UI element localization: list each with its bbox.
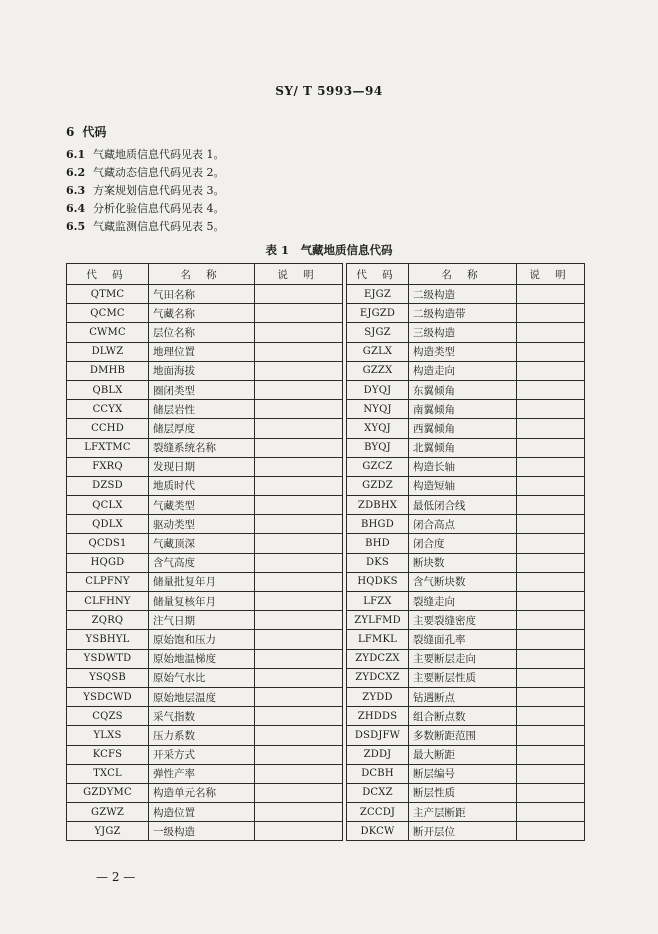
name-cell: 构造类型 bbox=[409, 342, 517, 361]
name-cell: 构造短轴 bbox=[409, 476, 517, 495]
note-cell bbox=[255, 380, 343, 399]
name-cell: 构造位置 bbox=[149, 803, 255, 822]
name-cell: 裂缝走向 bbox=[409, 592, 517, 611]
code-cell: DMHB bbox=[67, 361, 149, 380]
note-cell bbox=[517, 496, 585, 515]
name-cell: 主要断层走向 bbox=[409, 649, 517, 668]
note-cell bbox=[255, 285, 343, 304]
note-cell bbox=[255, 745, 343, 764]
name-cell: 层位名称 bbox=[149, 323, 255, 342]
note-cell bbox=[255, 553, 343, 572]
table-row bbox=[67, 496, 585, 515]
note-cell bbox=[517, 687, 585, 706]
name-cell: 原始地温梯度 bbox=[149, 649, 255, 668]
code-cell: GZWZ bbox=[67, 803, 149, 822]
note-cell bbox=[255, 726, 343, 745]
code-cell: KCFS bbox=[67, 745, 149, 764]
name-cell: 二级构造 bbox=[409, 285, 517, 304]
code-cell: QBLX bbox=[67, 380, 149, 399]
note-cell bbox=[255, 630, 343, 649]
header-note-right: 说 明 bbox=[517, 264, 585, 285]
name-cell: 构造走向 bbox=[409, 361, 517, 380]
note-cell bbox=[255, 764, 343, 783]
code-cell: BHGD bbox=[347, 515, 409, 534]
note-cell bbox=[517, 361, 585, 380]
table-row bbox=[67, 764, 585, 783]
clause-item bbox=[66, 200, 225, 218]
section-title bbox=[66, 123, 106, 140]
clause-text: 气藏动态信息代码见表 2。 bbox=[93, 166, 225, 179]
clause-text: 分析化验信息代码见表 4。 bbox=[93, 202, 225, 215]
code-cell: LFXTMC bbox=[67, 438, 149, 457]
note-cell bbox=[517, 457, 585, 476]
name-cell: 北翼倾角 bbox=[409, 438, 517, 457]
clause-item bbox=[66, 146, 225, 164]
note-cell bbox=[517, 592, 585, 611]
note-cell bbox=[517, 707, 585, 726]
note-cell bbox=[517, 745, 585, 764]
code-cell: BYQJ bbox=[347, 438, 409, 457]
name-cell: 采气指数 bbox=[149, 707, 255, 726]
name-cell: 原始地层温度 bbox=[149, 687, 255, 706]
note-cell bbox=[255, 534, 343, 553]
note-cell bbox=[255, 438, 343, 457]
code-cell: NYQJ bbox=[347, 400, 409, 419]
note-cell bbox=[255, 783, 343, 802]
clause-number: 6.1 bbox=[66, 148, 86, 161]
table-row bbox=[67, 304, 585, 323]
note-cell bbox=[517, 649, 585, 668]
code-cell: QCMC bbox=[67, 304, 149, 323]
name-cell: 主要裂缝密度 bbox=[409, 611, 517, 630]
code-cell: ZQRQ bbox=[67, 611, 149, 630]
code-cell: QTMC bbox=[67, 285, 149, 304]
code-cell: DCBH bbox=[347, 764, 409, 783]
name-cell: 多数断距范围 bbox=[409, 726, 517, 745]
code-cell: HQGD bbox=[67, 553, 149, 572]
name-cell: 驱动类型 bbox=[149, 515, 255, 534]
note-cell bbox=[255, 649, 343, 668]
name-cell: 裂缝系统名称 bbox=[149, 438, 255, 457]
name-cell: 压力系数 bbox=[149, 726, 255, 745]
table-row bbox=[67, 400, 585, 419]
code-cell: YJGZ bbox=[67, 822, 149, 841]
code-cell: ZYDD bbox=[347, 687, 409, 706]
note-cell bbox=[517, 822, 585, 841]
note-cell bbox=[517, 380, 585, 399]
code-table bbox=[66, 263, 585, 841]
table-row bbox=[67, 534, 585, 553]
code-cell: CLFHNY bbox=[67, 592, 149, 611]
table-row bbox=[67, 783, 585, 802]
note-cell bbox=[255, 476, 343, 495]
code-cell: QCDS1 bbox=[67, 534, 149, 553]
code-cell: GZDYMC bbox=[67, 783, 149, 802]
name-cell: 断层编号 bbox=[409, 764, 517, 783]
note-cell bbox=[255, 419, 343, 438]
code-cell: GZLX bbox=[347, 342, 409, 361]
code-cell: DCXZ bbox=[347, 783, 409, 802]
code-cell: DYQJ bbox=[347, 380, 409, 399]
note-cell bbox=[517, 534, 585, 553]
code-cell: TXCL bbox=[67, 764, 149, 783]
code-cell: ZDDJ bbox=[347, 745, 409, 764]
code-cell: YLXS bbox=[67, 726, 149, 745]
note-cell bbox=[517, 668, 585, 687]
code-cell: YSBHYL bbox=[67, 630, 149, 649]
code-cell: CQZS bbox=[67, 707, 149, 726]
name-cell: 断块数 bbox=[409, 553, 517, 572]
name-cell: 储量批复年月 bbox=[149, 572, 255, 591]
code-cell: CWMC bbox=[67, 323, 149, 342]
name-cell: 东翼倾角 bbox=[409, 380, 517, 399]
name-cell: 断层性质 bbox=[409, 783, 517, 802]
note-cell bbox=[255, 400, 343, 419]
name-cell: 三级构造 bbox=[409, 323, 517, 342]
page-number: — 2 — bbox=[96, 870, 136, 884]
code-cell: LFMKL bbox=[347, 630, 409, 649]
clause-number: 6.2 bbox=[66, 166, 86, 179]
name-cell: 原始气水比 bbox=[149, 668, 255, 687]
note-cell bbox=[255, 496, 343, 515]
table-caption: 表 1 气藏地质信息代码 bbox=[265, 243, 393, 257]
code-cell: ZHDDS bbox=[347, 707, 409, 726]
table-row bbox=[67, 822, 585, 841]
note-cell bbox=[255, 592, 343, 611]
table-row bbox=[67, 668, 585, 687]
note-cell bbox=[517, 726, 585, 745]
name-cell: 组合断点数 bbox=[409, 707, 517, 726]
note-cell bbox=[517, 572, 585, 591]
code-cell: DKCW bbox=[347, 822, 409, 841]
note-cell bbox=[255, 342, 343, 361]
code-cell: SJGZ bbox=[347, 323, 409, 342]
code-cell: FXRQ bbox=[67, 457, 149, 476]
code-cell: EJGZ bbox=[347, 285, 409, 304]
name-cell: 构造长轴 bbox=[409, 457, 517, 476]
table-row bbox=[67, 553, 585, 572]
note-cell bbox=[517, 323, 585, 342]
name-cell: 南翼倾角 bbox=[409, 400, 517, 419]
name-cell: 闭合高点 bbox=[409, 515, 517, 534]
name-cell: 地理位置 bbox=[149, 342, 255, 361]
code-cell: ZDBHX bbox=[347, 496, 409, 515]
name-cell: 弹性产率 bbox=[149, 764, 255, 783]
code-cell: GZDZ bbox=[347, 476, 409, 495]
table-row bbox=[67, 361, 585, 380]
note-cell bbox=[517, 630, 585, 649]
note-cell bbox=[517, 611, 585, 630]
name-cell: 气藏类型 bbox=[149, 496, 255, 515]
note-cell bbox=[517, 400, 585, 419]
name-cell: 气藏名称 bbox=[149, 304, 255, 323]
table-row bbox=[67, 438, 585, 457]
note-cell bbox=[255, 822, 343, 841]
name-cell: 注气日期 bbox=[149, 611, 255, 630]
name-cell: 一级构造 bbox=[149, 822, 255, 841]
name-cell: 储量复核年月 bbox=[149, 592, 255, 611]
name-cell: 气藏顶深 bbox=[149, 534, 255, 553]
code-cell: BHD bbox=[347, 534, 409, 553]
note-cell bbox=[255, 361, 343, 380]
code-cell: QDLX bbox=[67, 515, 149, 534]
name-cell: 二级构造带 bbox=[409, 304, 517, 323]
code-cell: LFZX bbox=[347, 592, 409, 611]
name-cell: 主要断层性质 bbox=[409, 668, 517, 687]
note-cell bbox=[517, 764, 585, 783]
note-cell bbox=[517, 438, 585, 457]
clause-number: 6.5 bbox=[66, 220, 86, 233]
table-row bbox=[67, 419, 585, 438]
table-row bbox=[67, 630, 585, 649]
code-cell: XYQJ bbox=[347, 419, 409, 438]
table-row bbox=[67, 611, 585, 630]
name-cell: 地面海拔 bbox=[149, 361, 255, 380]
code-cell: ZYDCXZ bbox=[347, 668, 409, 687]
code-cell: CCYX bbox=[67, 400, 149, 419]
name-cell: 储层厚度 bbox=[149, 419, 255, 438]
note-cell bbox=[517, 285, 585, 304]
code-cell: DZSD bbox=[67, 476, 149, 495]
table-row bbox=[67, 803, 585, 822]
table-row bbox=[67, 592, 585, 611]
table-row bbox=[67, 342, 585, 361]
note-cell bbox=[255, 304, 343, 323]
name-cell: 主产层断距 bbox=[409, 803, 517, 822]
note-cell bbox=[255, 611, 343, 630]
name-cell: 断开层位 bbox=[409, 822, 517, 841]
clause-item bbox=[66, 182, 225, 200]
section-number: 6 bbox=[66, 125, 75, 139]
name-cell: 闭合度 bbox=[409, 534, 517, 553]
code-cell: DSDJFW bbox=[347, 726, 409, 745]
code-cell: GZCZ bbox=[347, 457, 409, 476]
note-cell bbox=[255, 803, 343, 822]
table-row bbox=[67, 323, 585, 342]
name-cell: 含气高度 bbox=[149, 553, 255, 572]
header-name-left: 名 称 bbox=[149, 264, 255, 285]
name-cell: 构造单元名称 bbox=[149, 783, 255, 802]
code-cell: CCHD bbox=[67, 419, 149, 438]
table-row bbox=[67, 572, 585, 591]
table-row bbox=[67, 726, 585, 745]
clause-item bbox=[66, 164, 225, 182]
table-row bbox=[67, 457, 585, 476]
table-row bbox=[67, 687, 585, 706]
note-cell bbox=[517, 515, 585, 534]
name-cell: 最大断距 bbox=[409, 745, 517, 764]
table-row bbox=[67, 380, 585, 399]
code-cell: EJGZD bbox=[347, 304, 409, 323]
clause-number: 6.4 bbox=[66, 202, 86, 215]
code-cell: ZYLFMD bbox=[347, 611, 409, 630]
name-cell: 西翼倾角 bbox=[409, 419, 517, 438]
table-row bbox=[67, 707, 585, 726]
note-cell bbox=[255, 707, 343, 726]
header-code-right: 代 码 bbox=[347, 264, 409, 285]
name-cell: 含气断块数 bbox=[409, 572, 517, 591]
table-row bbox=[67, 515, 585, 534]
clause-number: 6.3 bbox=[66, 184, 86, 197]
name-cell: 气田名称 bbox=[149, 285, 255, 304]
name-cell: 最低闭合线 bbox=[409, 496, 517, 515]
code-cell: QCLX bbox=[67, 496, 149, 515]
clause-item bbox=[66, 218, 225, 236]
note-cell bbox=[255, 572, 343, 591]
note-cell bbox=[255, 515, 343, 534]
section-title-text: 代码 bbox=[82, 125, 107, 139]
code-cell: YSDWTD bbox=[67, 649, 149, 668]
clause-list bbox=[66, 146, 225, 236]
note-cell bbox=[517, 803, 585, 822]
name-cell: 原始饱和压力 bbox=[149, 630, 255, 649]
header-code-left: 代 码 bbox=[67, 264, 149, 285]
code-cell: GZZX bbox=[347, 361, 409, 380]
name-cell: 圈闭类型 bbox=[149, 380, 255, 399]
clause-text: 气藏地质信息代码见表 1。 bbox=[93, 148, 225, 161]
note-cell bbox=[517, 419, 585, 438]
header-name-right: 名 称 bbox=[409, 264, 517, 285]
document-header: SY/ T 5993—94 bbox=[275, 84, 383, 98]
name-cell: 地质时代 bbox=[149, 476, 255, 495]
table-row bbox=[67, 285, 585, 304]
note-cell bbox=[255, 457, 343, 476]
table-row bbox=[67, 476, 585, 495]
table-row bbox=[67, 649, 585, 668]
code-cell: YSQSB bbox=[67, 668, 149, 687]
code-cell: DLWZ bbox=[67, 342, 149, 361]
name-cell: 钻遇断点 bbox=[409, 687, 517, 706]
note-cell bbox=[255, 668, 343, 687]
note-cell bbox=[517, 783, 585, 802]
header-note-left: 说 明 bbox=[255, 264, 343, 285]
clause-text: 气藏监测信息代码见表 5。 bbox=[93, 220, 225, 233]
note-cell bbox=[517, 304, 585, 323]
clause-text: 方案规划信息代码见表 3。 bbox=[93, 184, 225, 197]
code-cell: DKS bbox=[347, 553, 409, 572]
code-cell: ZCCDJ bbox=[347, 803, 409, 822]
code-cell: ZYDCZX bbox=[347, 649, 409, 668]
name-cell: 储层岩性 bbox=[149, 400, 255, 419]
code-cell: HQDKS bbox=[347, 572, 409, 591]
note-cell bbox=[255, 687, 343, 706]
name-cell: 发现日期 bbox=[149, 457, 255, 476]
name-cell: 裂缝面孔率 bbox=[409, 630, 517, 649]
note-cell bbox=[255, 323, 343, 342]
code-cell: CLPFNY bbox=[67, 572, 149, 591]
table-header-row bbox=[67, 264, 585, 285]
table-row bbox=[67, 745, 585, 764]
note-cell bbox=[517, 342, 585, 361]
name-cell: 开采方式 bbox=[149, 745, 255, 764]
code-cell: YSDCWD bbox=[67, 687, 149, 706]
note-cell bbox=[517, 553, 585, 572]
note-cell bbox=[517, 476, 585, 495]
